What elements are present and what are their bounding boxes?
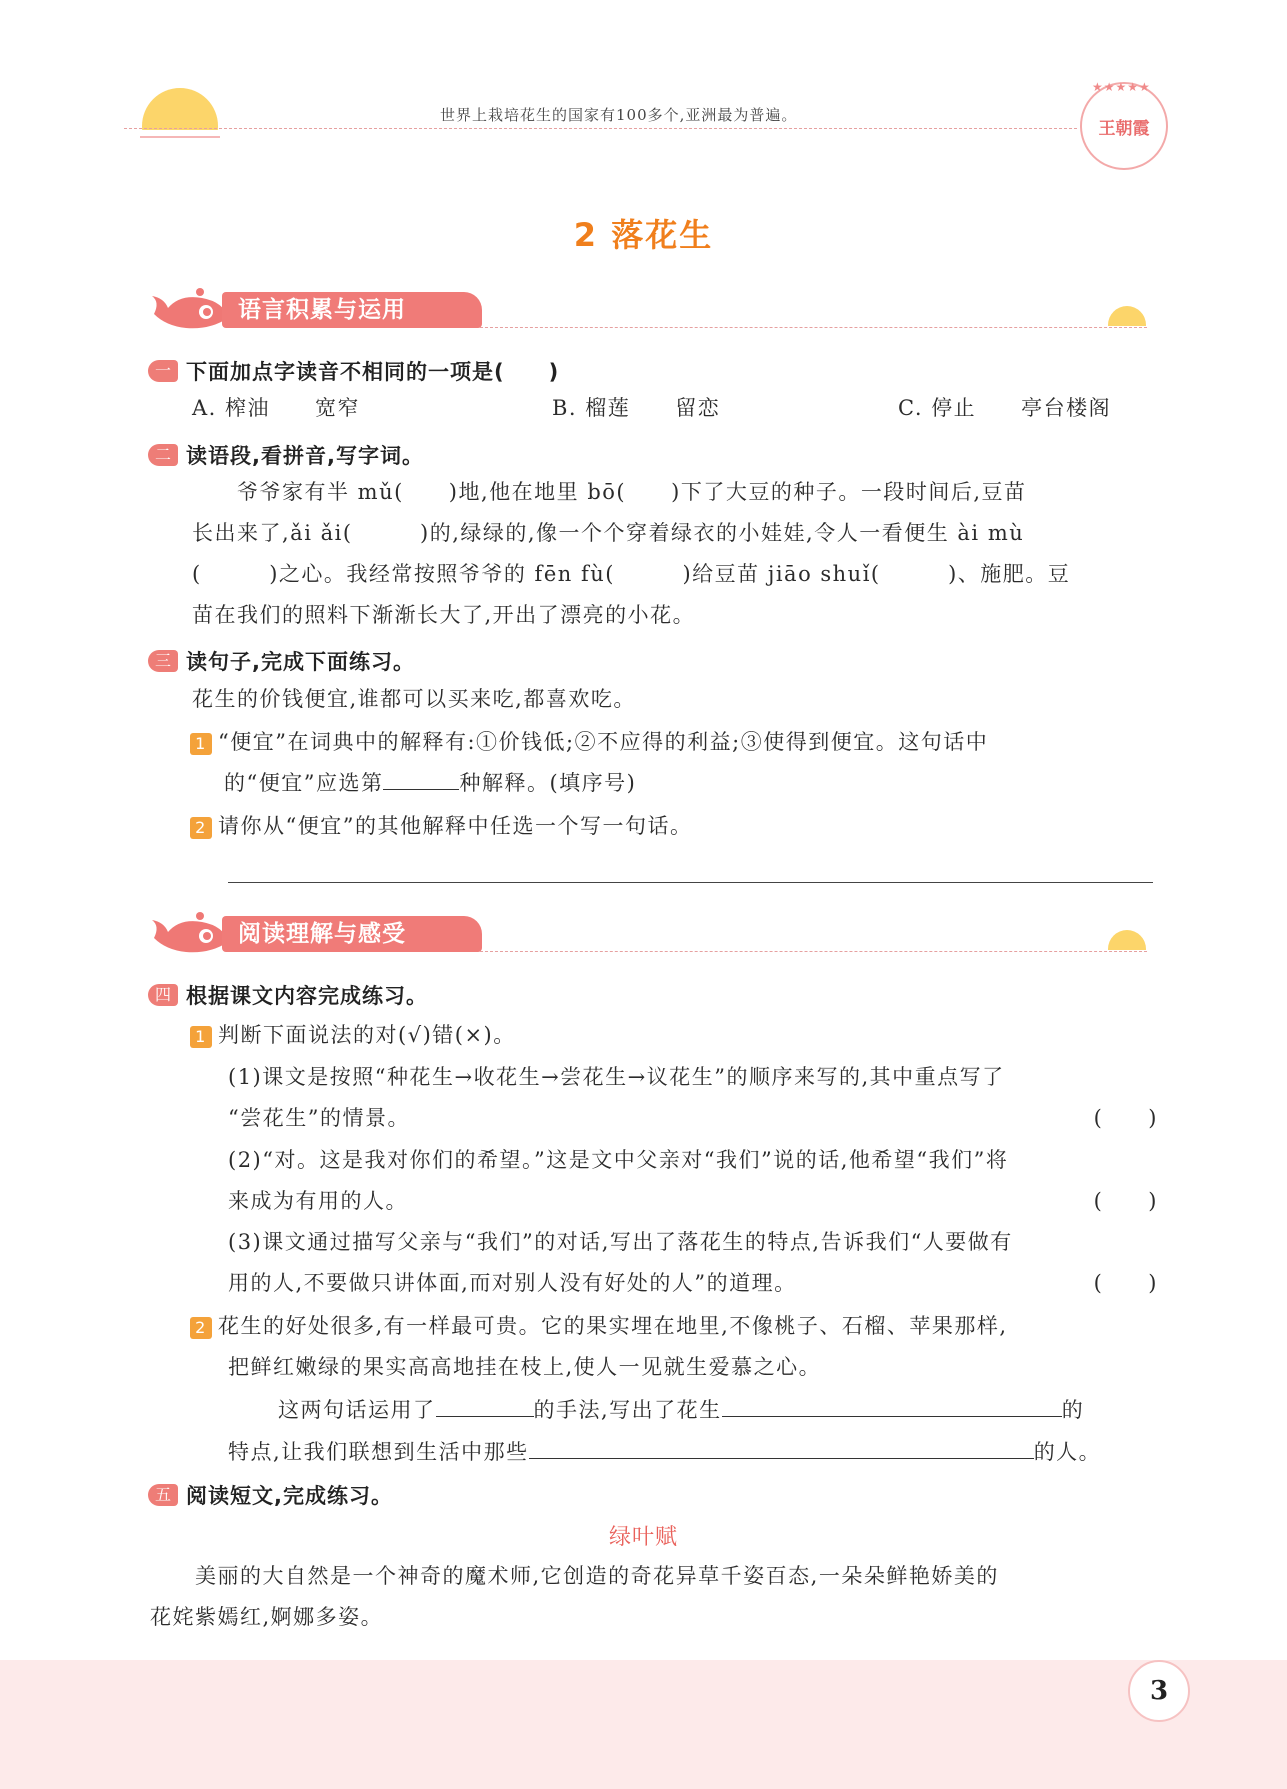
answer-blank[interactable] [383, 767, 459, 790]
judge-item-2: (2)“对。这是我对你们的希望。”这是文中父亲对“我们”说的话,他希望“我们”将 来成为有用的人。 ( ) [228, 1140, 1158, 1222]
option-c: C. 停止 亭台楼阁 [898, 396, 1112, 420]
answer-line[interactable] [228, 882, 1153, 883]
passage-line: 花姹紫嫣红,婀娜多姿。 [150, 1605, 384, 1629]
judge-item-3: (3)课文通过描写父亲与“我们”的对话,写出了落花生的特点,告诉我们“人要做有 用的人,不要做只讲体面,而对别人没有好处的人”的道理。 ( ) [228, 1222, 1158, 1304]
header-decoration [140, 136, 220, 138]
subquestion-1: 1 “便宜”在词典中的解释有:①价钱低;②不应得的利益;③使得到便宜。这句话中 的“便宜”应选第 种解释。(填序号) [190, 722, 1165, 804]
question-text: 根据课文内容完成练习。 [186, 984, 428, 1008]
subquestion-text: 请你从“便宜”的其他解释中任选一个写一句话。 [218, 814, 693, 838]
question-number: 一 [148, 360, 178, 382]
header-sun-icon [142, 88, 218, 130]
passage-line: 长出来了,ǎi ǎi( )的,绿绿的,像一个个穿着绿衣的小娃娃,令人一看便生 ài mù [192, 521, 1025, 545]
sun-icon [1108, 930, 1146, 950]
question-number: 四 [148, 984, 178, 1006]
question-3-label [148, 646, 415, 674]
subquestion-1 [190, 1015, 516, 1056]
section-divider [480, 951, 1147, 952]
sub-number-2: 2 [190, 1317, 212, 1339]
publisher-logo [1080, 82, 1168, 170]
stars-icon: ★★★★★ [1092, 80, 1151, 94]
lesson-title: 2 落花生 [573, 216, 714, 254]
question-1-label [148, 356, 560, 384]
header-note: 世界上栽培花生的国家有100多个,亚洲最为普遍。 [440, 106, 798, 124]
passage-paragraph [150, 1556, 1160, 1638]
question-number: 三 [148, 650, 178, 672]
passage-title: 绿叶赋 [608, 1525, 678, 1550]
logo-text: 王朝霞 [1098, 118, 1150, 139]
question-text: 阅读短文,完成练习。 [186, 1484, 393, 1508]
question-text: 下面加点字读音不相同的一项是( ) [186, 360, 560, 384]
option-b: B. 榴莲 留恋 [552, 396, 721, 420]
passage-line: 美丽的大自然是一个神奇的魔术师,它创造的奇花异草千姿百态,一朵朵鲜艳娇美的 [150, 1564, 999, 1588]
answer-blank[interactable] [529, 1436, 1034, 1459]
answer-blank[interactable] [722, 1394, 1062, 1417]
quoted-sentence: 花生的价钱便宜,谁都可以买来吃,都喜欢吃。 [192, 687, 636, 711]
whale-icon [150, 288, 230, 332]
footer-decoration [0, 1660, 1287, 1789]
passage-line: 苗在我们的照料下渐渐长大了,开出了漂亮的小花。 [192, 603, 696, 627]
question-5-label [148, 1480, 393, 1508]
question-4-label [148, 980, 428, 1008]
passage-line: ( )之心。我经常按照爷爷的 fēn fù( )给豆苗 jiāo shuǐ( )、施肥。豆 [192, 562, 1071, 586]
subquestion-text: 判断下面说法的对(√)错(×)。 [218, 1023, 516, 1047]
sub-number-1: 1 [190, 1026, 212, 1048]
subquestion-text: 花生的好处很多,有一样最可贵。它的果实埋在地里,不像桃子、石榴、苹果那样, [218, 1314, 1008, 1338]
option-a: A. 榨油 宽窄 [192, 396, 361, 420]
passage-paragraph [192, 472, 1162, 636]
passage-line: 爷爷家有半 mǔ( )地,他在地里 bō( )下了大豆的种子。一段时间后,豆苗 [192, 480, 1027, 504]
section-title: 阅读理解与感受 [222, 916, 482, 952]
sub-number-2: 2 [190, 817, 212, 839]
question-number: 五 [148, 1484, 178, 1506]
section-banner-2 [150, 912, 485, 956]
section-divider [480, 327, 1147, 328]
judge-item-1: (1)课文是按照“种花生→收花生→尝花生→议花生”的顺序来写的,其中重点写了 “尝花生”的情景。 ( ) [228, 1057, 1158, 1139]
question-number: 二 [148, 444, 178, 466]
subquestion-2 [190, 806, 692, 847]
fill-line-1: 这两句话运用了 的手法,写出了花生 的 [228, 1390, 1158, 1431]
whale-icon [150, 912, 230, 956]
judge-parens[interactable]: ( ) [1093, 1106, 1158, 1130]
sun-icon [1108, 306, 1146, 326]
header-divider [124, 128, 1077, 129]
sub-number-1: 1 [190, 733, 212, 755]
answer-blank[interactable] [436, 1394, 534, 1417]
question-text: 读语段,看拼音,写字词。 [186, 444, 424, 468]
question-2-label [148, 440, 424, 468]
judge-parens[interactable]: ( ) [1093, 1189, 1158, 1213]
subquestion-2: 2 花生的好处很多,有一样最可贵。它的果实埋在地里,不像桃子、石榴、苹果那样, 把鲜红嫩绿的果实高高地挂在枝上,使人一见就生爱慕之心。 [190, 1306, 1165, 1388]
subquestion-text: “便宜”在词典中的解释有:①价钱低;②不应得的利益;③使得到便宜。这句话中 [218, 730, 989, 754]
section-title: 语言积累与运用 [222, 292, 482, 328]
question-text: 读句子,完成下面练习。 [186, 650, 415, 674]
judge-parens[interactable]: ( ) [1093, 1271, 1158, 1295]
page-number: 3 [1128, 1660, 1190, 1722]
section-banner-1 [150, 288, 485, 332]
fill-line-2: 特点,让我们联想到生活中那些 的人。 [228, 1432, 1158, 1473]
